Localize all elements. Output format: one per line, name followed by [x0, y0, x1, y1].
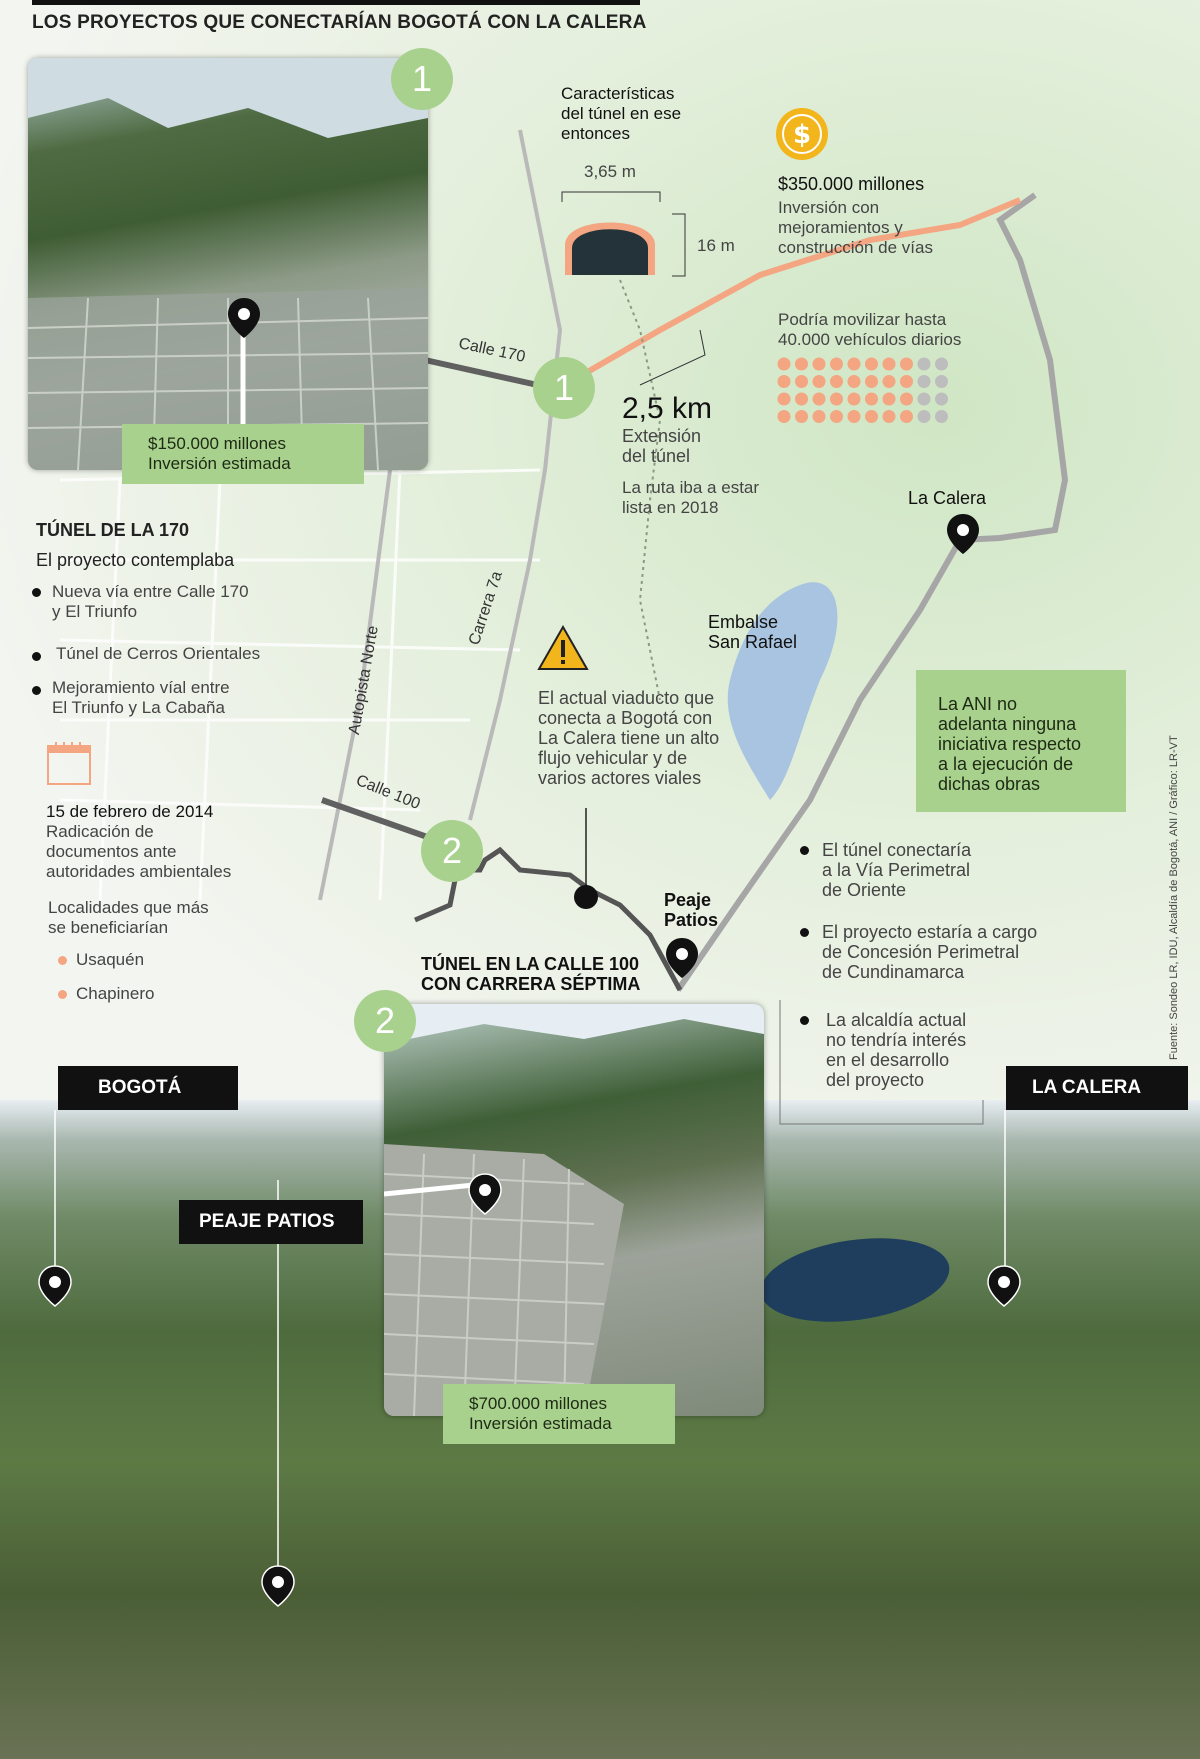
tunnel-chars-heading: entonces — [561, 124, 630, 143]
vehicle-dot — [795, 375, 808, 388]
tunnel-170-item: Nueva vía entre Calle 170 — [52, 582, 249, 601]
photo2-pin-icon — [467, 1172, 503, 1216]
photo2-investment-box — [443, 1384, 675, 1444]
warning-text: flujo vehicular y de — [538, 748, 688, 768]
peaje-label: Patios — [664, 910, 719, 930]
la-calera-label: La Calera — [908, 488, 987, 508]
calle-170-label: Calle 170 — [457, 335, 527, 366]
vehicle-dot — [830, 375, 843, 388]
investment-detail: Inversión con — [778, 198, 880, 217]
project2-bullet: El proyecto estaría a cargo — [822, 922, 1038, 942]
peaje-patios-bottom-pin-icon — [260, 1564, 296, 1608]
locality-item: Chapinero — [76, 984, 155, 1003]
warning-text: varios actores viales — [538, 768, 702, 788]
vehicle-dot — [865, 375, 878, 388]
vehicle-dot — [883, 410, 896, 423]
warning-text: El actual viaducto que — [538, 688, 715, 708]
vehicle-dot — [813, 375, 826, 388]
investment-detail: mejoramientos y — [778, 218, 903, 237]
vehicle-dot — [935, 393, 948, 406]
tunnel-100-label: CON CARRERA SÉPTIMA — [421, 974, 641, 994]
vehicle-dot — [778, 393, 791, 406]
project2-bullet: de Cundinamarca — [822, 962, 965, 982]
tunnel-170-item: Túnel de Cerros Orientales — [56, 644, 261, 663]
date-detail: documentos ante — [46, 842, 177, 861]
locality-item: Usaquén — [76, 950, 145, 969]
la-calera-bottom-label: LA CALERA — [1006, 1066, 1188, 1110]
vehicle-dot — [883, 393, 896, 406]
project2-bullet: de Oriente — [822, 880, 907, 900]
vehicle-dot — [830, 410, 843, 423]
title-bar — [32, 0, 640, 5]
tunnel-width: 3,65 m — [584, 162, 636, 181]
vehicle-dot — [918, 358, 931, 371]
vehicle-dot — [935, 375, 948, 388]
autopista-norte-label: Autopista Norte — [346, 624, 382, 736]
vehicle-dot — [813, 410, 826, 423]
vehicle-dot — [795, 393, 808, 406]
vehicle-dot — [778, 375, 791, 388]
vehicle-dot — [918, 393, 931, 406]
vehicle-dot — [883, 358, 896, 371]
la-calera-pin-icon — [945, 512, 981, 556]
peaje-patios-pin-icon — [664, 936, 700, 980]
aerial-photo-tunnel-170 — [28, 58, 428, 470]
date-detail: autoridades ambientales — [46, 862, 232, 881]
embalse-label: Embalse — [708, 612, 779, 632]
source-credit: Fuente: Sondeo LR, IDU, Alcaldía de Bogotá, ANI / Gráfico: LR-VT — [1168, 735, 1180, 1060]
vehicle-dot — [918, 410, 931, 423]
project2-bullet: La alcaldía actual — [826, 1010, 967, 1030]
photo1-label: Inversión estimada — [148, 454, 291, 473]
project2-bullet: a la Vía Perimetral — [822, 860, 971, 880]
vehicle-dot — [900, 410, 913, 423]
vehicle-dot — [865, 410, 878, 423]
vehicle-dot — [918, 375, 931, 388]
localities-heading: se beneficiarían — [48, 918, 169, 937]
badge-project-2-photo: 2 — [354, 990, 416, 1052]
carrera-7-label: Carrera 7a — [466, 569, 506, 648]
tunnel-170-item: y El Triunfo — [52, 602, 138, 621]
la-calera-bottom-pin-icon — [986, 1264, 1022, 1308]
photo2-label: Inversión estimada — [469, 1414, 612, 1433]
ani-text: a la ejecución de — [938, 754, 1074, 774]
vehicle-dot — [900, 393, 913, 406]
vehicle-dot — [865, 393, 878, 406]
tunnel-chars-heading: del túnel en ese — [561, 104, 682, 123]
length-detail: del túnel — [622, 446, 691, 466]
vehicles-text: 40.000 vehículos diarios — [778, 330, 962, 349]
investment-detail: construcción de vías — [778, 238, 933, 257]
vehicle-dot — [813, 358, 826, 371]
vehicle-dot — [778, 358, 791, 371]
vehicle-dot — [813, 393, 826, 406]
project2-bullet: del proyecto — [826, 1070, 925, 1090]
svg-text:$: $ — [792, 120, 812, 150]
date-text: 15 de febrero de 2014 — [46, 802, 214, 821]
ani-text: La ANI no — [938, 694, 1018, 714]
vehicles-text: Podría movilizar hasta — [778, 310, 947, 329]
page-title: LOS PROYECTOS QUE CONECTARÍAN BOGOTÁ CON LA CALERA — [32, 12, 647, 33]
vehicle-dot — [848, 358, 861, 371]
vehicle-dot — [848, 393, 861, 406]
project2-bullet: El túnel conectaría — [822, 840, 972, 860]
photo2-amount: $700.000 millones — [469, 1394, 607, 1413]
tunnel-170-subheading: El proyecto contemplaba — [36, 550, 235, 570]
vehicle-dot — [900, 375, 913, 388]
ani-text: dichas obras — [938, 774, 1041, 794]
vehicle-dot — [778, 410, 791, 423]
bogota-pin-icon — [37, 1264, 73, 1308]
investment-amount: $350.000 millones — [778, 174, 925, 194]
vehicle-dot — [848, 410, 861, 423]
warning-text: conecta a Bogotá con — [538, 708, 713, 728]
badge-project-2-map: 2 — [421, 820, 483, 882]
vehicle-dot — [900, 358, 913, 371]
warning-icon — [536, 624, 590, 672]
peaje-patios-bottom-label: PEAJE PATIOS — [179, 1200, 363, 1244]
vehicle-dot — [830, 393, 843, 406]
embalse-label: San Rafael — [708, 632, 798, 652]
tunnel-170-item: El Triunfo y La Cabaña — [52, 698, 225, 717]
project2-bullet: no tendría interés — [826, 1030, 967, 1050]
vehicle-dots-chart — [776, 356, 956, 444]
aerial-photo-tunnel-100 — [384, 1004, 764, 1416]
vehicle-dot — [935, 410, 948, 423]
peaje-label: Peaje — [664, 890, 712, 910]
length-note: lista en 2018 — [622, 498, 719, 517]
ani-box — [916, 670, 1126, 812]
badge-project-1-top: 1 — [391, 48, 453, 110]
localities-heading: Localidades que más — [48, 898, 209, 917]
badge-project-1-map: 1 — [533, 357, 595, 419]
project2-bullet: en el desarrollo — [826, 1050, 950, 1070]
ani-text: adelanta ninguna — [938, 714, 1077, 734]
tunnel-100-label: TÚNEL EN LA CALLE 100 — [421, 954, 640, 974]
tunnel-cross-section-icon — [560, 190, 690, 280]
tunnel-170-item: Mejoramiento víal entre — [52, 678, 230, 697]
length-detail: Extensión — [622, 426, 702, 446]
ani-text: iniciativa respecto — [938, 734, 1082, 754]
tunnel-chars-heading: Características — [561, 84, 675, 103]
vehicle-dot — [865, 358, 878, 371]
coin-icon — [774, 106, 830, 162]
bogota-label: BOGOTÁ — [58, 1066, 238, 1110]
vehicle-dot — [830, 358, 843, 371]
vehicle-dot — [795, 358, 808, 371]
vehicle-dot — [883, 375, 896, 388]
photo1-amount: $150.000 millones — [148, 434, 286, 453]
tunnel-170-heading: TÚNEL DE LA 170 — [36, 520, 190, 540]
photo1-pin-icon — [226, 296, 262, 340]
calle-100-label: Calle 100 — [353, 771, 423, 814]
length-note: La ruta iba a estar — [622, 478, 760, 497]
tunnel-height: 16 m — [697, 236, 735, 255]
vehicle-dot — [795, 410, 808, 423]
calendar-icon — [46, 740, 94, 786]
project2-bullet: de Concesión Perimetral — [822, 942, 1020, 962]
date-detail: Radicación de — [46, 822, 154, 841]
warning-text: La Calera tiene un alto — [538, 728, 720, 748]
vehicle-dot — [935, 358, 948, 371]
vehicle-dot — [848, 375, 861, 388]
tunnel-length: 2,5 km — [622, 392, 713, 425]
photo1-investment-box — [122, 424, 364, 484]
